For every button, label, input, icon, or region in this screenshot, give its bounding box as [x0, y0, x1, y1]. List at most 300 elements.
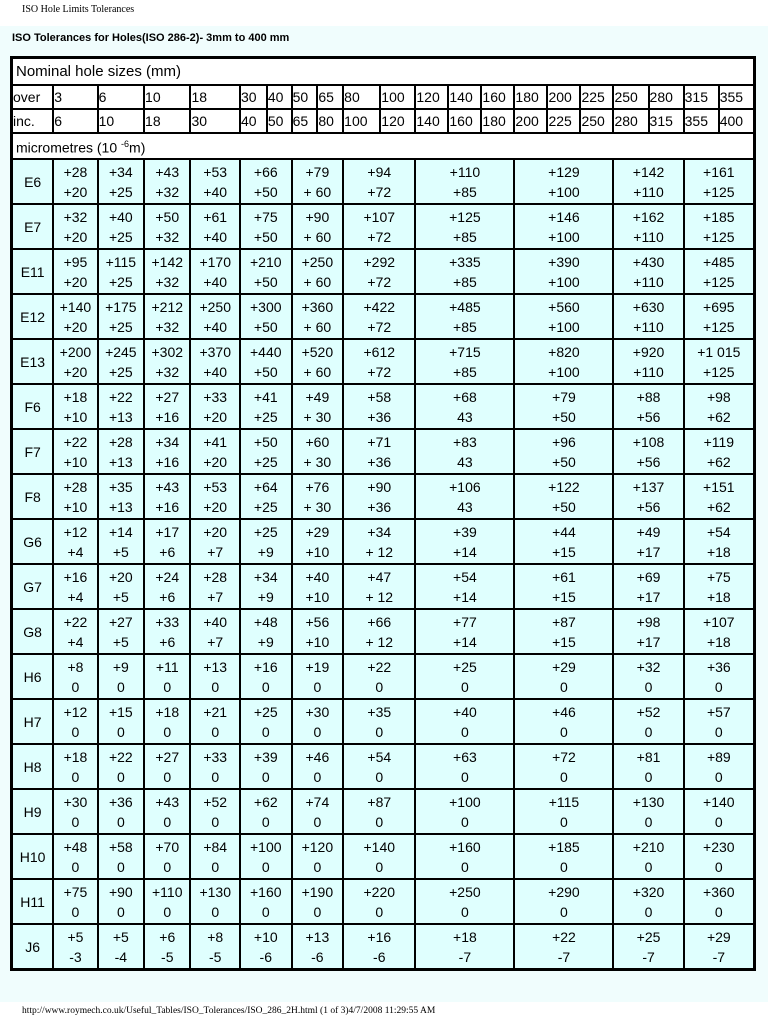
tolerance-cell [514, 744, 613, 789]
grade-label: G7 [12, 564, 53, 609]
upper-deviation: +175 [105, 298, 137, 315]
lower-deviation: -6 [259, 948, 272, 965]
tolerance-cell [190, 159, 240, 204]
upper-deviation: +5 [67, 928, 84, 945]
upper-deviation: +30 [63, 793, 88, 810]
tolerance-cell [98, 699, 144, 744]
tolerance-cell [684, 249, 754, 294]
tolerance-cell [98, 339, 144, 384]
lower-deviation: 0 [461, 723, 469, 740]
tolerance-cell [144, 249, 190, 294]
upper-deviation: +28 [63, 163, 88, 180]
inc-size-cell: 120 [380, 109, 415, 133]
lower-deviation: +14 [453, 543, 477, 560]
upper-deviation: +35 [367, 703, 392, 720]
upper-deviation: +75 [63, 883, 88, 900]
lower-deviation: +16 [155, 408, 180, 425]
lower-deviation: +20 [63, 363, 88, 380]
upper-deviation: +28 [63, 478, 88, 495]
over-size-cell: 3 [53, 85, 97, 109]
grade-label: F6 [12, 384, 53, 429]
inc-size-cell: 10 [98, 109, 144, 133]
upper-deviation: +6 [159, 928, 176, 945]
upper-deviation: +16 [253, 658, 278, 675]
lower-deviation: +62 [706, 453, 731, 470]
lower-deviation: 0 [163, 858, 172, 875]
upper-deviation: +39 [453, 523, 477, 540]
inc-size-cell: 250 [580, 109, 613, 133]
upper-deviation: +43 [155, 793, 180, 810]
lower-deviation: +25 [108, 273, 133, 290]
over-size-cell: 180 [514, 85, 547, 109]
lower-deviation: +56 [636, 453, 661, 470]
tolerance-row [12, 744, 754, 789]
grade-label: J6 [12, 924, 53, 969]
upper-deviation: +212 [151, 298, 184, 315]
upper-deviation: +8 [67, 658, 84, 675]
tolerance-cell [613, 294, 683, 339]
grade-label: E6 [12, 159, 53, 204]
lower-deviation: +100 [548, 318, 580, 335]
over-size-cell: 200 [547, 85, 580, 109]
tolerance-cell [240, 564, 292, 609]
upper-deviation: +50 [253, 433, 278, 450]
lower-deviation: +10 [305, 588, 330, 605]
lower-deviation: +9 [257, 588, 274, 605]
upper-deviation: +612 [363, 343, 396, 360]
tolerance-cell [415, 339, 514, 384]
lower-deviation: +50 [253, 183, 278, 200]
lower-deviation: +4 [67, 543, 84, 560]
tolerance-cell [292, 834, 344, 879]
lower-deviation: +20 [203, 408, 228, 425]
upper-deviation: +53 [203, 163, 228, 180]
tolerance-cell [240, 384, 292, 429]
upper-deviation: +290 [548, 883, 580, 900]
upper-deviation: +140 [363, 838, 396, 855]
lower-deviation: +15 [552, 633, 576, 650]
tolerance-cell [684, 879, 754, 924]
lower-deviation: 0 [644, 903, 653, 920]
tolerance-cell [144, 879, 190, 924]
lower-deviation: 0 [375, 903, 384, 920]
lower-deviation: +7 [207, 633, 224, 650]
upper-deviation: +16 [367, 928, 392, 945]
upper-deviation: +27 [155, 388, 180, 405]
lower-deviation: 0 [714, 768, 723, 785]
upper-deviation: +57 [706, 703, 731, 720]
tolerance-cell [53, 609, 97, 654]
lower-deviation: +25 [108, 318, 133, 335]
tolerance-cell [415, 924, 514, 969]
tolerance-cell [53, 699, 97, 744]
lower-deviation: -7 [557, 948, 571, 965]
lower-deviation: 0 [116, 813, 125, 830]
upper-deviation: +76 [305, 478, 330, 495]
lower-deviation: +36 [367, 453, 392, 470]
tolerance-row [12, 834, 754, 879]
tolerance-cell [613, 744, 683, 789]
upper-deviation: +560 [548, 298, 580, 315]
lower-deviation: 0 [461, 813, 469, 830]
tolerance-cell [98, 744, 144, 789]
lower-deviation: 0 [714, 678, 723, 695]
over-label: over [12, 85, 53, 109]
tolerance-cell [240, 429, 292, 474]
over-size-cell: 280 [649, 85, 684, 109]
lower-deviation: +56 [636, 498, 661, 515]
lower-deviation: 0 [116, 903, 125, 920]
tolerance-cell [514, 564, 613, 609]
upper-deviation: +122 [548, 478, 580, 495]
units-label-pre: micrometres (10 [16, 139, 122, 156]
lower-deviation: 0 [313, 723, 322, 740]
upper-deviation: +18 [63, 388, 88, 405]
lower-deviation: +5 [112, 588, 129, 605]
tolerance-cell [190, 384, 240, 429]
tolerance-cell [240, 249, 292, 294]
tolerance-cell [292, 474, 344, 519]
upper-deviation: +30 [305, 703, 330, 720]
inc-size-cell: 18 [144, 109, 190, 133]
tolerance-cell [53, 249, 97, 294]
tolerance-cell [190, 609, 240, 654]
lower-deviation: 0 [163, 768, 172, 785]
upper-deviation: +72 [552, 748, 576, 765]
tolerance-cell [240, 924, 292, 969]
upper-deviation: +185 [548, 838, 580, 855]
tolerance-cell [343, 249, 415, 294]
print-header: ISO Hole Limits Tolerances [22, 4, 135, 15]
upper-deviation: +44 [552, 523, 576, 540]
tolerance-cell [144, 609, 190, 654]
upper-deviation: +74 [305, 793, 330, 810]
upper-deviation: +62 [253, 793, 278, 810]
lower-deviation: +62 [706, 408, 731, 425]
lower-deviation: 0 [163, 678, 172, 695]
grade-label: E7 [12, 204, 53, 249]
units-exponent: -6 [121, 139, 130, 150]
lower-deviation: +110 [633, 363, 664, 380]
tolerance-cell [144, 384, 190, 429]
tolerance-cell [684, 294, 754, 339]
upper-deviation: +66 [367, 613, 392, 630]
tolerance-cell [240, 204, 292, 249]
upper-deviation: +302 [151, 343, 184, 360]
upper-deviation: +83 [453, 433, 477, 450]
lower-deviation: 0 [644, 678, 653, 695]
tolerance-cell [684, 474, 754, 519]
lower-deviation: 0 [644, 813, 653, 830]
tolerance-cell [613, 474, 683, 519]
upper-deviation: +16 [63, 568, 88, 585]
tolerance-cell [613, 609, 683, 654]
tolerance-cell [343, 384, 415, 429]
upper-deviation: +210 [632, 838, 665, 855]
tolerance-cell [514, 519, 613, 564]
lower-deviation: -7 [712, 948, 726, 965]
tolerance-row [12, 924, 754, 969]
tolerance-cell [684, 564, 754, 609]
upper-deviation: +48 [253, 613, 278, 630]
tolerance-cell [240, 159, 292, 204]
tolerance-cell [53, 744, 97, 789]
upper-deviation: +140 [703, 793, 735, 810]
lower-deviation: 0 [714, 858, 723, 875]
lower-deviation: + 60 [303, 318, 332, 335]
lower-deviation: +50 [552, 408, 576, 425]
tolerance-cell [292, 519, 344, 564]
upper-deviation: +81 [636, 748, 661, 765]
upper-deviation: +24 [155, 568, 180, 585]
lower-deviation: +50 [253, 273, 278, 290]
tolerance-cell [613, 654, 683, 699]
over-size-cell: 140 [448, 85, 481, 109]
lower-deviation: +32 [155, 318, 180, 335]
tolerance-cell [343, 879, 415, 924]
tolerance-cell [53, 654, 97, 699]
lower-deviation: +25 [253, 408, 278, 425]
tolerance-cell [343, 339, 415, 384]
tolerance-cell [343, 744, 415, 789]
tolerance-cell [240, 474, 292, 519]
tolerance-cell [613, 384, 683, 429]
upper-deviation: +49 [305, 388, 330, 405]
tolerance-cell [613, 564, 683, 609]
lower-deviation: 0 [313, 768, 322, 785]
tolerance-cell [144, 654, 190, 699]
upper-deviation: +25 [253, 523, 278, 540]
tolerance-cell [240, 879, 292, 924]
lower-deviation: +10 [63, 498, 88, 515]
tolerance-cell [98, 564, 144, 609]
upper-deviation: +115 [548, 793, 580, 810]
upper-deviation: +47 [367, 568, 392, 585]
upper-deviation: +87 [367, 793, 392, 810]
upper-deviation: +29 [552, 658, 576, 675]
upper-deviation: +12 [63, 703, 88, 720]
upper-deviation: +36 [706, 658, 731, 675]
over-size-cell: 100 [380, 85, 415, 109]
upper-deviation: +98 [706, 388, 731, 405]
upper-deviation: +25 [636, 928, 661, 945]
tolerance-cell [415, 699, 514, 744]
tolerance-cell [98, 609, 144, 654]
upper-deviation: +8 [207, 928, 224, 945]
tolerance-cell [514, 609, 613, 654]
upper-deviation: +19 [305, 658, 330, 675]
tolerance-cell [343, 924, 415, 969]
lower-deviation: +100 [548, 363, 580, 380]
lower-deviation: 0 [211, 723, 220, 740]
lower-deviation: +36 [367, 498, 392, 515]
upper-deviation: +84 [203, 838, 228, 855]
inc-size-cell: 315 [649, 109, 684, 133]
lower-deviation: +20 [63, 273, 88, 290]
lower-deviation: +85 [453, 318, 477, 335]
upper-deviation: +29 [706, 928, 731, 945]
upper-deviation: +46 [305, 748, 330, 765]
lower-deviation: +5 [112, 543, 129, 560]
lower-deviation: +32 [155, 183, 180, 200]
tolerance-cell [190, 744, 240, 789]
tolerance-cell [144, 519, 190, 564]
tolerance-cell [613, 429, 683, 474]
upper-deviation: +630 [632, 298, 665, 315]
upper-deviation: +160 [250, 883, 282, 900]
lower-deviation: +40 [203, 228, 228, 245]
lower-deviation: +13 [108, 408, 133, 425]
tolerance-cell [190, 564, 240, 609]
lower-deviation: +16 [155, 498, 180, 515]
tolerance-cell [98, 204, 144, 249]
upper-deviation: +40 [203, 613, 228, 630]
upper-deviation: +41 [253, 388, 278, 405]
lower-deviation: 0 [644, 723, 653, 740]
tolerance-cell [415, 384, 514, 429]
tolerance-cell [292, 564, 344, 609]
tolerance-row [12, 204, 754, 249]
tolerance-row [12, 384, 754, 429]
lower-deviation: +17 [636, 588, 661, 605]
upper-deviation: +79 [552, 388, 576, 405]
over-size-cell: 160 [481, 85, 514, 109]
lower-deviation: 0 [211, 678, 220, 695]
upper-deviation: +320 [632, 883, 665, 900]
lower-deviation: +4 [67, 633, 84, 650]
lower-deviation: 0 [644, 768, 653, 785]
lower-deviation: -4 [114, 948, 128, 965]
lower-deviation: 0 [461, 903, 469, 920]
lower-deviation: +72 [367, 318, 392, 335]
upper-deviation: +125 [449, 208, 481, 225]
upper-deviation: +94 [367, 163, 392, 180]
upper-deviation: +5 [112, 928, 129, 945]
tolerance-cell [98, 294, 144, 339]
lower-deviation: +16 [155, 453, 180, 470]
over-size-cell: 40 [267, 85, 292, 109]
tolerance-row [12, 159, 754, 204]
upper-deviation: +190 [301, 883, 334, 900]
upper-deviation: +46 [552, 703, 576, 720]
tolerance-cell [343, 699, 415, 744]
tolerance-cell [53, 474, 97, 519]
lower-deviation: +17 [636, 633, 661, 650]
tolerance-cell [98, 159, 144, 204]
tolerance-cell [514, 294, 613, 339]
lower-deviation: +13 [108, 498, 133, 515]
upper-deviation: +335 [449, 253, 481, 270]
upper-deviation: +40 [453, 703, 477, 720]
tolerance-cell [144, 429, 190, 474]
upper-deviation: +142 [632, 163, 665, 180]
over-size-cell: 65 [317, 85, 343, 109]
lower-deviation: 0 [560, 903, 568, 920]
lower-deviation: + 60 [303, 363, 332, 380]
upper-deviation: +245 [105, 343, 137, 360]
lower-deviation: +32 [155, 363, 180, 380]
lower-deviation: +72 [367, 183, 392, 200]
lower-deviation: 0 [116, 858, 125, 875]
upper-deviation: +106 [449, 478, 481, 495]
lower-deviation: 43 [457, 498, 473, 515]
tolerance-row [12, 474, 754, 519]
tolerance-cell [53, 204, 97, 249]
grade-label: F7 [12, 429, 53, 474]
lower-deviation: 0 [714, 903, 723, 920]
upper-deviation: +360 [703, 883, 735, 900]
tolerance-cell [514, 249, 613, 294]
tolerance-cell [98, 474, 144, 519]
upper-deviation: +13 [203, 658, 228, 675]
upper-deviation: +34 [108, 163, 133, 180]
tolerance-cell [98, 834, 144, 879]
upper-deviation: +33 [203, 388, 228, 405]
upper-deviation: +107 [703, 613, 735, 630]
tolerance-cell [684, 654, 754, 699]
upper-deviation: +100 [250, 838, 282, 855]
print-footer: http://www.roymech.co.uk/Useful_Tables/ISO_Tolerances/ISO_286_2H.html (1 of 3)4/7/2008 11:29:55 AM [22, 1006, 436, 1016]
tolerance-cell [613, 159, 683, 204]
upper-deviation: +210 [250, 253, 282, 270]
upper-deviation: +430 [632, 253, 665, 270]
tolerance-cell [190, 474, 240, 519]
upper-deviation: +34 [367, 523, 392, 540]
upper-deviation: +140 [59, 298, 92, 315]
lower-deviation: + 30 [303, 408, 332, 425]
lower-deviation: +25 [253, 498, 278, 515]
tolerance-cell [292, 654, 344, 699]
upper-deviation: +96 [552, 433, 576, 450]
tolerance-cell [292, 744, 344, 789]
tolerance-cell [415, 159, 514, 204]
lower-deviation: +20 [63, 318, 88, 335]
lower-deviation: 0 [560, 858, 568, 875]
tolerance-cell [415, 249, 514, 294]
lower-deviation: 0 [313, 903, 322, 920]
tolerance-cell [292, 879, 344, 924]
over-size-cell: 120 [415, 85, 448, 109]
upper-deviation: +33 [155, 613, 180, 630]
tolerance-cell [240, 654, 292, 699]
lower-deviation: 43 [457, 453, 473, 470]
upper-deviation: +32 [63, 208, 88, 225]
tolerance-cell [292, 339, 344, 384]
tolerance-cell [240, 699, 292, 744]
lower-deviation: +40 [203, 318, 228, 335]
tolerance-cell [53, 519, 97, 564]
tolerance-cell [613, 834, 683, 879]
tolerance-cell [415, 204, 514, 249]
lower-deviation: 0 [261, 858, 270, 875]
lower-deviation: +18 [706, 633, 731, 650]
over-size-cell: 225 [580, 85, 613, 109]
upper-deviation: +54 [706, 523, 731, 540]
lower-deviation: +20 [203, 498, 228, 515]
upper-deviation: +87 [552, 613, 576, 630]
tolerance-cell [98, 519, 144, 564]
upper-deviation: +32 [636, 658, 661, 675]
lower-deviation: +40 [203, 273, 228, 290]
upper-deviation: +36 [108, 793, 133, 810]
upper-deviation: +79 [305, 163, 330, 180]
upper-deviation: +34 [155, 433, 180, 450]
lower-deviation: +14 [453, 588, 477, 605]
tolerance-cell [514, 339, 613, 384]
lower-deviation: +125 [703, 318, 735, 335]
upper-deviation: +14 [108, 523, 133, 540]
upper-deviation: +52 [203, 793, 228, 810]
